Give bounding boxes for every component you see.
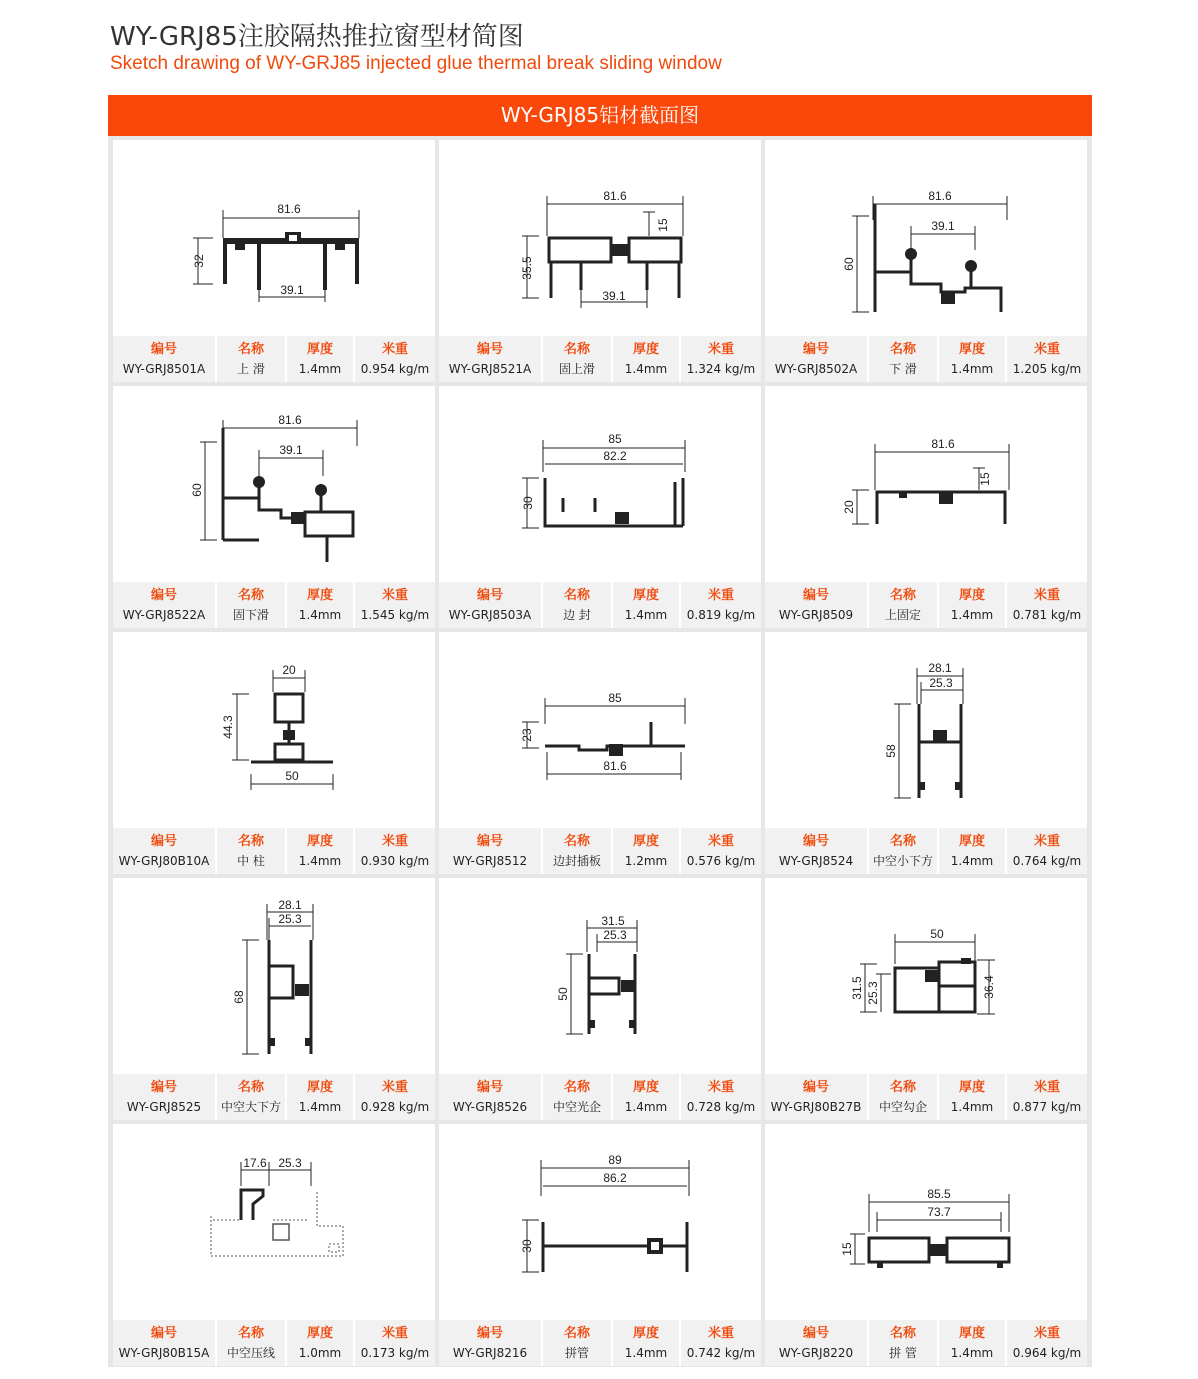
thickness-value: 1.4mm [950,1100,994,1114]
weight-header: 米重 [707,1080,734,1095]
weight-header: 米重 [381,1080,408,1095]
weight-value: 0.576 kg/m [686,854,756,868]
name-value: 下 滑 [889,362,917,376]
weight-value: 0.728 kg/m [686,1100,756,1114]
code-header: 编号 [802,342,829,357]
profile-card [113,1124,435,1366]
spec-table [439,336,761,382]
profile-grid [108,136,1092,1367]
weight-value: 0.781 kg/m [1012,608,1082,622]
dim-label: 15 [656,218,670,232]
dim-label: 50 [556,987,570,1001]
name-value: 上固定 [884,608,921,622]
name-value: 中空光企 [552,1100,601,1114]
profile-drawing [439,140,761,336]
weight-header: 米重 [707,1326,734,1341]
weight-value: 0.173 kg/m [360,1346,430,1360]
thickness-value: 1.4mm [624,362,668,376]
name-header: 名称 [237,588,264,603]
name-header: 名称 [563,342,590,357]
name-header: 名称 [563,1080,590,1095]
dim-label: 17.6 [243,1156,267,1170]
spec-table [439,1074,761,1120]
code-header: 编号 [476,1080,503,1095]
code-header: 编号 [150,834,177,849]
thickness-header: 厚度 [306,342,333,357]
spec-table [765,828,1087,874]
dim-label: 25.3 [866,981,880,1005]
weight-header: 米重 [707,588,734,603]
weight-header: 米重 [381,342,408,357]
name-value: 中空小下方 [872,854,933,868]
spec-table [113,828,435,874]
spec-table [765,336,1087,382]
name-value: 固上滑 [558,362,595,376]
weight-value: 0.954 kg/m [360,362,430,376]
spec-table [439,1320,761,1366]
page-subtitle: Sketch drawing of WY-GRJ85 injected glue thermal break sliding window [110,53,722,74]
thickness-value: 1.4mm [298,362,342,376]
code-value: WY-GRJ8512 [452,854,528,868]
code-value: WY-GRJ8501A [122,362,206,376]
weight-value: 0.819 kg/m [686,608,756,622]
dim-label: 58 [884,744,898,758]
spec-table [113,1320,435,1366]
profile-card [439,1124,761,1366]
profile-drawing [113,1124,435,1320]
code-header: 编号 [476,1326,503,1341]
name-value: 边 封 [563,608,591,622]
dim-label: 15 [840,1242,854,1256]
thickness-header: 厚度 [306,588,333,603]
dim-label: 20 [282,663,296,677]
weight-value: 0.928 kg/m [360,1100,430,1114]
code-header: 编号 [802,834,829,849]
thickness-header: 厚度 [958,342,985,357]
section-banner: WY-GRJ85铝材截面图 [108,95,1092,136]
weight-value: 1.545 kg/m [360,608,430,622]
code-value: WY-GRJ8503A [448,608,532,622]
weight-value: 0.930 kg/m [360,854,430,868]
profile-drawing [439,1124,761,1320]
weight-header: 米重 [707,342,734,357]
thickness-header: 厚度 [632,834,659,849]
dim-label: 35.5 [520,256,534,280]
weight-header: 米重 [381,588,408,603]
dim-label: 81.6 [928,189,952,203]
profile-card [765,632,1087,874]
code-header: 编号 [150,588,177,603]
weight-value: 0.877 kg/m [1012,1100,1082,1114]
thickness-value: 1.4mm [950,608,994,622]
spec-table [765,1074,1087,1120]
dim-label: 15 [978,472,992,486]
dim-label: 31.5 [601,914,625,928]
thickness-value: 1.4mm [298,1100,342,1114]
weight-header: 米重 [1033,342,1060,357]
weight-header: 米重 [381,834,408,849]
weight-header: 米重 [381,1326,408,1341]
dim-label: 28.1 [278,898,302,912]
profile-drawing [439,386,761,582]
thickness-value: 1.4mm [298,854,342,868]
thickness-value: 1.4mm [950,362,994,376]
dim-label: 28.1 [928,661,952,675]
profile-card [113,386,435,628]
dim-label: 25.3 [929,676,953,690]
dim-label: 39.1 [279,443,303,457]
spec-table [765,1320,1087,1366]
name-value: 固下滑 [232,608,269,622]
code-header: 编号 [150,342,177,357]
name-header: 名称 [563,834,590,849]
dim-label: 32 [192,254,206,268]
thickness-value: 1.4mm [950,1346,994,1360]
spec-table [113,582,435,628]
code-header: 编号 [476,588,503,603]
profile-drawing [765,140,1087,336]
code-value: WY-GRJ80B15A [118,1346,210,1360]
profile-drawing [765,878,1087,1074]
profile-drawing [765,1124,1087,1320]
thickness-value: 1.4mm [624,1346,668,1360]
dim-label: 86.2 [603,1171,627,1185]
thickness-header: 厚度 [306,1080,333,1095]
code-value: WY-GRJ80B10A [118,854,210,868]
code-header: 编号 [150,1326,177,1341]
code-value: WY-GRJ8220 [778,1346,854,1360]
weight-value: 0.964 kg/m [1012,1346,1082,1360]
page-title: WY-GRJ85注胶隔热推拉窗型材简图 [110,22,524,52]
dim-label: 68 [232,990,246,1004]
weight-header: 米重 [1033,834,1060,849]
thickness-header: 厚度 [632,588,659,603]
profile-drawing [765,386,1087,582]
profile-card [765,386,1087,628]
name-header: 名称 [563,1326,590,1341]
dim-label: 73.7 [927,1205,951,1219]
thickness-header: 厚度 [958,1326,985,1341]
thickness-header: 厚度 [632,1080,659,1095]
name-value: 上 滑 [237,362,265,376]
dim-label: 25.3 [278,912,302,926]
weight-value: 0.764 kg/m [1012,854,1082,868]
profile-card [765,1124,1087,1366]
name-header: 名称 [237,342,264,357]
name-value: 中 柱 [237,854,265,868]
weight-header: 米重 [707,834,734,849]
thickness-value: 1.4mm [298,608,342,622]
dim-label: 89 [608,1153,622,1167]
name-header: 名称 [889,342,916,357]
profile-card [439,140,761,382]
name-header: 名称 [889,1080,916,1095]
dim-label: 20 [842,500,856,514]
thickness-value: 1.4mm [624,1100,668,1114]
profile-card [439,632,761,874]
profile-drawing [439,878,761,1074]
dim-label: 25.3 [603,928,627,942]
thickness-header: 厚度 [958,834,985,849]
thickness-header: 厚度 [306,1326,333,1341]
dim-label: 36.4 [982,975,996,999]
code-value: WY-GRJ80B27B [770,1100,862,1114]
name-value: 拼管 [564,1346,589,1360]
name-header: 名称 [889,588,916,603]
code-value: WY-GRJ8525 [126,1100,202,1114]
code-value: WY-GRJ8502A [774,362,858,376]
dim-label: 31.5 [850,976,864,1000]
code-value: WY-GRJ8526 [452,1100,528,1114]
dim-label: 60 [842,257,856,271]
code-header: 编号 [802,1080,829,1095]
dim-label: 81.6 [278,413,302,427]
dim-label: 25.3 [278,1156,302,1170]
name-header: 名称 [237,834,264,849]
profile-drawing [113,140,435,336]
dim-label: 39.1 [280,283,304,297]
thickness-value: 1.4mm [624,608,668,622]
thickness-header: 厚度 [306,834,333,849]
name-header: 名称 [889,1326,916,1341]
thickness-header: 厚度 [632,342,659,357]
profile-card [765,878,1087,1120]
spec-table [439,582,761,628]
profile-drawing [765,632,1087,828]
spec-table [113,1074,435,1120]
weight-header: 米重 [1033,1326,1060,1341]
dim-label: 85 [608,432,622,446]
code-header: 编号 [150,1080,177,1095]
weight-value: 1.324 kg/m [686,362,756,376]
thickness-header: 厚度 [632,1326,659,1341]
dim-label: 82.2 [603,449,627,463]
weight-value: 0.742 kg/m [686,1346,756,1360]
code-value: WY-GRJ8522A [122,608,206,622]
name-value: 中空大下方 [220,1100,281,1114]
profile-drawing [113,878,435,1074]
profile-card [113,140,435,382]
thickness-value: 1.4mm [950,854,994,868]
dim-label: 81.6 [277,202,301,216]
name-value: 拼 管 [889,1346,917,1360]
dim-label: 50 [930,927,944,941]
dim-label: 81.6 [931,437,955,451]
dim-label: 23 [520,728,534,742]
spec-table [439,828,761,874]
code-value: WY-GRJ8216 [452,1346,528,1360]
dim-label: 81.6 [603,189,627,203]
profile-drawing [113,632,435,828]
dim-label: 60 [190,483,204,497]
name-value: 中空压线 [226,1346,275,1360]
name-header: 名称 [563,588,590,603]
code-header: 编号 [802,588,829,603]
dim-label: 85.5 [927,1187,951,1201]
profile-drawing [439,632,761,828]
thickness-value: 1.0mm [298,1346,342,1360]
dim-label: 50 [285,769,299,783]
thickness-header: 厚度 [958,588,985,603]
weight-value: 1.205 kg/m [1012,362,1082,376]
spec-table [113,336,435,382]
dim-label: 39.1 [602,289,626,303]
name-header: 名称 [237,1080,264,1095]
weight-header: 米重 [1033,588,1060,603]
code-value: WY-GRJ8509 [778,608,854,622]
thickness-header: 厚度 [958,1080,985,1095]
dim-label: 39.1 [931,219,955,233]
weight-header: 米重 [1033,1080,1060,1095]
code-header: 编号 [802,1326,829,1341]
code-header: 编号 [476,834,503,849]
dim-label: 30 [521,496,535,510]
name-value: 中空勾企 [878,1100,927,1114]
dim-label: 44.3 [221,715,235,739]
profile-card [113,632,435,874]
code-header: 编号 [476,342,503,357]
code-value: WY-GRJ8521A [448,362,532,376]
profile-card [439,878,761,1120]
profile-drawing [113,386,435,582]
dim-label: 81.6 [603,759,627,773]
name-header: 名称 [889,834,916,849]
dim-label: 85 [608,691,622,705]
name-header: 名称 [237,1326,264,1341]
profile-card [113,878,435,1120]
code-value: WY-GRJ8524 [778,854,854,868]
name-value: 边封插板 [552,854,601,868]
spec-table [765,582,1087,628]
profile-card [439,386,761,628]
thickness-value: 1.2mm [624,854,668,868]
profile-card [765,140,1087,382]
dim-label: 30 [520,1239,534,1253]
